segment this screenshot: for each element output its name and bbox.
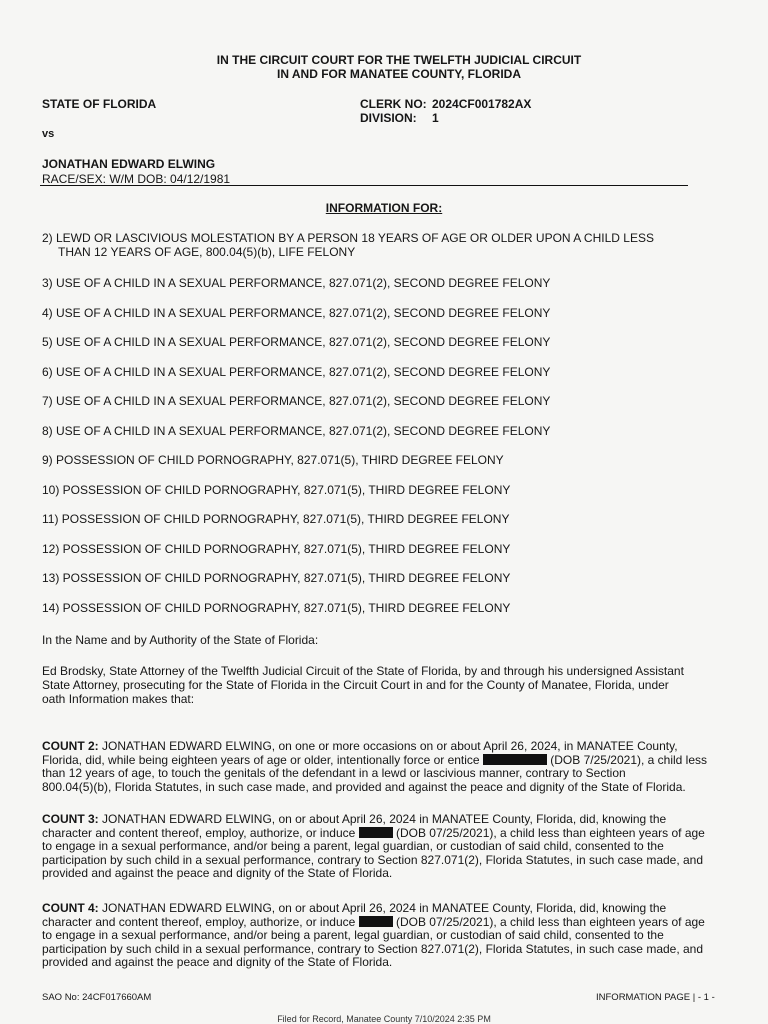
charge-item: 8) USE OF A CHILD IN A SEXUAL PERFORMANCE, 827.071(2), SECOND DEGREE FELONY xyxy=(42,423,551,438)
information-for-heading xyxy=(0,201,768,215)
count-text: than 12 years of age, to touch the genitals of the defendant in a lewd or lascivious manner, contrary to Section xyxy=(42,766,626,781)
defendant-race-sex-dob: RACE/SEX: W/M DOB: 04/12/1981 xyxy=(42,172,231,186)
charge-item: 10) POSSESSION OF CHILD PORNOGRAPHY, 827.071(5), THIRD DEGREE FELONY xyxy=(42,482,511,497)
charge-item: 11) POSSESSION OF CHILD PORNOGRAPHY, 827.071(5), THIRD DEGREE FELONY xyxy=(42,512,510,526)
count-text: participation by such child in a sexual performance, contrary to Section 827.071(2), Florida Statutes, in such case made, and xyxy=(42,941,704,956)
count-text: 800.04(5)(b), Florida Statutes, in such case made, and provided and against the peace and dignity of the State of Florida. xyxy=(42,779,686,794)
charge-item: 3) USE OF A CHILD IN A SEXUAL PERFORMANCE, 827.071(2), SECOND DEGREE FELONY xyxy=(42,276,551,290)
clerk-no-label: CLERK NO: xyxy=(360,97,427,111)
count-text: JONATHAN EDWARD ELWING, on or about April 26, 2024 in MANATEE County, Florida, did, knowing the xyxy=(98,901,667,915)
charge-item: 4) USE OF A CHILD IN A SEXUAL PERFORMANCE, 827.071(2), SECOND DEGREE FELONY xyxy=(42,305,551,320)
charge-item xyxy=(42,231,654,259)
charge-item: 9) POSSESSION OF CHILD PORNOGRAPHY, 827.071(5), THIRD DEGREE FELONY xyxy=(42,453,504,467)
defendant-name: JONATHAN EDWARD ELWING xyxy=(42,157,216,171)
count-text: to engage in a sexual performance, and/or being a parent, legal guardian, or custodian of said child, consented to the xyxy=(42,839,664,854)
versus-label: vs xyxy=(42,128,55,140)
count-label: COUNT 2: xyxy=(42,739,99,753)
charge-item: 7) USE OF A CHILD IN A SEXUAL PERFORMANCE, 827.071(2), SECOND DEGREE FELONY xyxy=(42,394,551,408)
count-text: participation by such child in a sexual performance, contrary to Section 827.071(2), Florida Statutes, in such case made, and xyxy=(42,852,704,867)
count-text: JONATHAN EDWARD ELWING, on or about April 26, 2024 in MANATEE County, Florida, did, knowing the xyxy=(98,812,667,826)
count-label: COUNT 4: xyxy=(42,901,99,915)
information-for-text: INFORMATION FOR: xyxy=(325,201,443,215)
count-text: JONATHAN EDWARD ELWING, on one or more occasions on or about April 26, 2024, in MANATEE County, xyxy=(98,739,678,753)
count-text: (DOB 7/25/2021), a child less xyxy=(546,752,708,767)
count-4-paragraph xyxy=(42,902,732,970)
preamble-line: Ed Brodsky, State Attorney of the Twelfth Judicial Circuit of the State of Florida, by and through his undersigned Assistant xyxy=(42,664,684,678)
court-header-line-1: IN THE CIRCUIT COURT FOR THE TWELFTH JUDICIAL CIRCUIT xyxy=(216,53,582,67)
charge-item: 14) POSSESSION OF CHILD PORNOGRAPHY, 827.071(5), THIRD DEGREE FELONY xyxy=(42,600,511,615)
preamble-line: State Attorney, prosecuting for the State of Florida in the Circuit Court in and for the County of Manatee, Florida, under xyxy=(42,678,669,692)
header-divider xyxy=(40,185,688,186)
preamble-paragraph xyxy=(42,664,730,706)
division-label: DIVISION: xyxy=(360,111,417,125)
page-number: INFORMATION PAGE | - 1 - xyxy=(596,992,715,1003)
redaction-box xyxy=(359,916,393,927)
charge-line-continued: THAN 12 YEARS OF AGE, 800.04(5)(b), LIFE FELONY xyxy=(58,245,356,259)
count-text: provided and against the peace and dignity of the State of Florida. xyxy=(42,866,393,881)
case-numbers xyxy=(360,97,531,125)
charge-line: 2) LEWD OR LASCIVIOUS MOLESTATION BY A PERSON 18 YEARS OF AGE OR OLDER UPON A CHILD LESS xyxy=(42,231,654,245)
count-3-paragraph xyxy=(42,813,732,881)
charge-item: 5) USE OF A CHILD IN A SEXUAL PERFORMANCE, 827.071(2), SECOND DEGREE FELONY xyxy=(42,335,551,349)
clerk-no-value: 2024CF001782AX xyxy=(432,97,532,111)
plaintiff-name: STATE OF FLORIDA xyxy=(42,97,157,111)
court-header xyxy=(0,53,768,81)
count-text: (DOB 07/25/2021), a child less than eighteen years of age xyxy=(392,825,705,840)
count-text: to engage in a sexual performance, and/or being a parent, legal guardian, or custodian of said child, consented to the xyxy=(42,928,664,943)
count-text: Florida, did, while being eighteen years of age or older, intentionally force or entice xyxy=(42,752,483,767)
count-text: character and content thereof, employ, authorize, or induce xyxy=(42,914,359,929)
filed-stamp: Filed for Record, Manatee County 7/10/2024 2:35 PM xyxy=(277,1014,491,1024)
sao-number: SAO No: 24CF017660AM xyxy=(42,992,152,1003)
count-2-paragraph xyxy=(42,740,732,794)
count-label: COUNT 3: xyxy=(42,812,99,826)
charge-item: 12) POSSESSION OF CHILD PORNOGRAPHY, 827.071(5), THIRD DEGREE FELONY xyxy=(42,541,511,556)
division-value: 1 xyxy=(432,111,439,125)
redaction-box xyxy=(483,754,547,765)
charge-item: 13) POSSESSION OF CHILD PORNOGRAPHY, 827.071(5), THIRD DEGREE FELONY xyxy=(42,571,511,585)
court-header-line-2: IN AND FOR MANATEE COUNTY, FLORIDA xyxy=(277,67,521,81)
redaction-box xyxy=(359,827,393,838)
count-text: provided and against the peace and dignity of the State of Florida. xyxy=(42,955,393,970)
authority-statement: In the Name and by Authority of the State of Florida: xyxy=(42,633,319,647)
charge-item: 6) USE OF A CHILD IN A SEXUAL PERFORMANCE, 827.071(2), SECOND DEGREE FELONY xyxy=(42,364,551,379)
preamble-line: oath Information makes that: xyxy=(42,692,195,706)
count-text: (DOB 07/25/2021), a child less than eighteen years of age xyxy=(392,914,705,929)
count-text: character and content thereof, employ, authorize, or induce xyxy=(42,825,359,840)
